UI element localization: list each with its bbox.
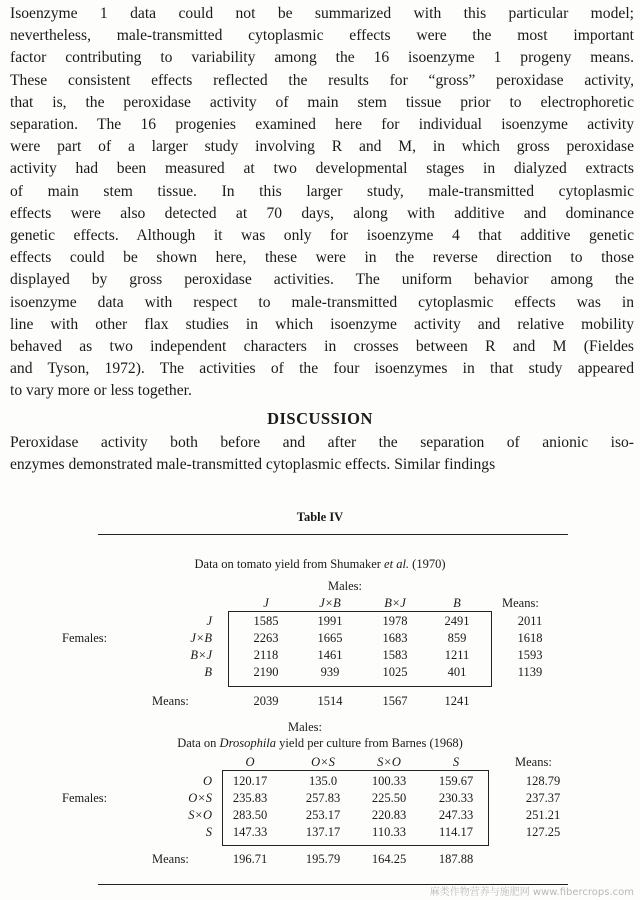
column-means-label: Means: bbox=[152, 694, 189, 708]
table-cell: 1683 bbox=[382, 631, 408, 645]
table-cell: 100.33 bbox=[371, 774, 407, 788]
table-cell: 401 bbox=[447, 665, 467, 679]
table-cell: 1978 bbox=[382, 614, 408, 628]
table-cell: 257.83 bbox=[305, 791, 341, 805]
text-line: effects were also detected at 70 days, along with additive and dominance bbox=[10, 204, 634, 222]
watermark: 麻类作物营养与施肥网 www.fibercrops.com bbox=[429, 887, 634, 898]
column-header: B×J bbox=[384, 596, 406, 610]
table-cell: 1665 bbox=[317, 631, 343, 645]
table-cell: 247.33 bbox=[438, 808, 474, 822]
drosophila-title: Data on Drosophila yield per culture from Barnes (1968) bbox=[177, 736, 463, 750]
table-cell: 1025 bbox=[382, 665, 408, 679]
table-cell: 235.83 bbox=[232, 791, 268, 805]
means-column-header: Means: bbox=[502, 596, 539, 610]
means-column-header: Means: bbox=[515, 755, 552, 769]
column-mean: 1514 bbox=[317, 694, 343, 708]
text-line: activity had been measured at two developmental stages in dialyzed extracts bbox=[10, 160, 634, 178]
text-line: that is, the peroxidase activity of main stem tissue prior to electrophoretic bbox=[10, 93, 634, 111]
row-label: B bbox=[204, 665, 212, 679]
column-header: B bbox=[453, 596, 461, 610]
table-cell: 1211 bbox=[444, 648, 470, 662]
table-cell: 2491 bbox=[444, 614, 470, 628]
table-cell: 120.17 bbox=[232, 774, 268, 788]
row-mean: 251.21 bbox=[525, 808, 561, 822]
column-header: S bbox=[452, 755, 460, 769]
table-cell: 159.67 bbox=[438, 774, 474, 788]
column-mean: 2039 bbox=[253, 694, 279, 708]
table-cell: 2263 bbox=[253, 631, 279, 645]
row-mean: 1618 bbox=[517, 631, 543, 645]
table-cell: 2118 bbox=[253, 648, 279, 662]
table-cell: 2190 bbox=[253, 665, 279, 679]
table-cell: 225.50 bbox=[371, 791, 407, 805]
column-header: J bbox=[263, 596, 269, 610]
table-cell: 110.33 bbox=[372, 825, 406, 839]
text-line: enzymes demonstrated male-transmitted cytoplasmic effects. Similar findings bbox=[10, 456, 496, 474]
text-line: isoenzyme data with respect to male-transmitted cytoplasmic effects was in bbox=[10, 293, 634, 311]
column-header: J×B bbox=[319, 596, 341, 610]
table-cell: 283.50 bbox=[232, 808, 268, 822]
table-top-rule bbox=[98, 534, 568, 535]
table-cell: 230.33 bbox=[438, 791, 474, 805]
text-line: of main stem tissue. In this larger study, male-transmitted cytoplasmic bbox=[10, 182, 634, 200]
text-line: factor contributing to variability among the 16 isoenzyme 1 progeny means. bbox=[10, 49, 634, 67]
table-cell: 114.17 bbox=[439, 825, 473, 839]
row-label: O bbox=[202, 774, 212, 788]
table-cell: 147.33 bbox=[232, 825, 268, 839]
row-mean: 2011 bbox=[517, 614, 543, 628]
column-mean: 164.25 bbox=[371, 852, 407, 866]
row-label: S bbox=[205, 825, 212, 839]
column-mean: 196.71 bbox=[232, 852, 268, 866]
text-line: These consistent effects reflected the results for “gross” peroxidase activity, bbox=[10, 71, 634, 89]
column-header: S×O bbox=[377, 755, 401, 769]
table-cell: 939 bbox=[320, 665, 340, 679]
text-line: nevertheless, male-transmitted cytoplasmic effects were the most important bbox=[10, 27, 634, 45]
row-label: J bbox=[206, 614, 212, 628]
column-mean: 187.88 bbox=[438, 852, 474, 866]
females-label: Females: bbox=[62, 791, 108, 805]
text-line: behaved as two independent characters in crosses between R and M (Fieldes bbox=[10, 338, 634, 356]
row-mean: 127.25 bbox=[525, 825, 561, 839]
row-label: B×J bbox=[190, 648, 212, 662]
body-paragraph-2 bbox=[10, 432, 634, 476]
column-mean: 1567 bbox=[382, 694, 408, 708]
text-line: and Tyson, 1972). The activities of the four isoenzymes in that study appeared bbox=[10, 360, 634, 378]
table-caption: Table IV bbox=[296, 510, 344, 524]
text-line: displayed by gross peroxidase activities. The uniform behavior among the bbox=[10, 271, 634, 289]
text-line: separation. The 16 progenies examined here for individual isoenzyme activity bbox=[10, 116, 634, 134]
row-mean: 237.37 bbox=[525, 791, 561, 805]
row-mean: 1593 bbox=[517, 648, 543, 662]
table-cell: 253.17 bbox=[305, 808, 341, 822]
females-label: Females: bbox=[62, 631, 108, 645]
table-cell: 220.83 bbox=[371, 808, 407, 822]
text-line: to vary more or less together. bbox=[10, 382, 192, 400]
tomato-males-label: Males: bbox=[328, 579, 363, 593]
text-line: effects could be shown here, these were in the reverse direction to those bbox=[10, 249, 634, 267]
column-mean: 195.79 bbox=[305, 852, 341, 866]
row-mean: 1139 bbox=[517, 665, 543, 679]
tomato-title: Data on tomato yield from Shumaker et al. (1970) bbox=[194, 557, 446, 571]
table-cell: 137.17 bbox=[305, 825, 341, 839]
table-cell: 1991 bbox=[317, 614, 343, 628]
row-label: O×S bbox=[188, 791, 212, 805]
column-header: O bbox=[245, 755, 255, 769]
text-line: Isoenzyme 1 data could not be summarized with this particular model; bbox=[10, 5, 634, 22]
table-cell: 1461 bbox=[317, 648, 343, 662]
column-header: O×S bbox=[311, 755, 335, 769]
text-line: genetic effects. Although it was only for isoenzyme 4 that additive genetic bbox=[10, 227, 634, 245]
text-line: Peroxidase activity both before and after the separation of anionic iso- bbox=[10, 434, 634, 451]
table-cell: 1583 bbox=[382, 648, 408, 662]
table-cell: 135.0 bbox=[308, 774, 338, 788]
text-line: line with other flax studies in which isoenzyme activity and relative mobility bbox=[10, 315, 634, 333]
row-label: S×O bbox=[188, 808, 212, 822]
column-mean: 1241 bbox=[444, 694, 470, 708]
table-cell: 1585 bbox=[253, 614, 279, 628]
body-paragraph-1 bbox=[10, 3, 634, 403]
row-label: J×B bbox=[190, 631, 212, 645]
column-means-label: Means: bbox=[152, 852, 189, 866]
table-cell: 859 bbox=[447, 631, 467, 645]
drosophila-males-label: Males: bbox=[288, 720, 323, 734]
section-heading: DISCUSSION bbox=[267, 409, 373, 428]
row-mean: 128.79 bbox=[525, 774, 561, 788]
text-line: were part of a larger study involving R and M, in which gross peroxidase bbox=[10, 138, 634, 156]
